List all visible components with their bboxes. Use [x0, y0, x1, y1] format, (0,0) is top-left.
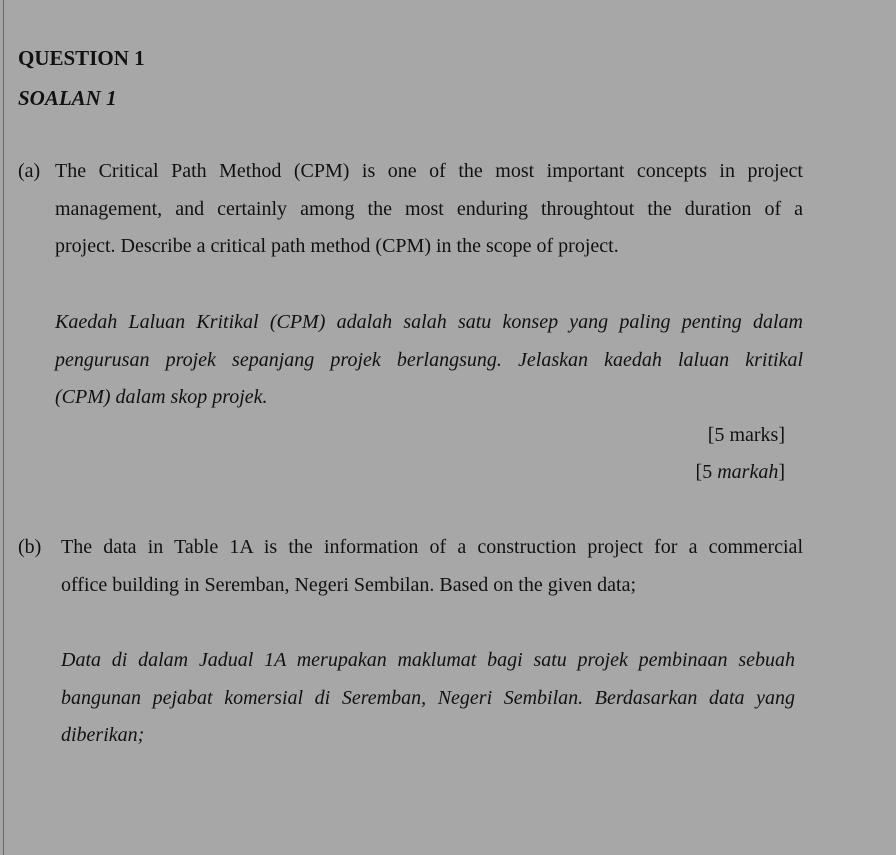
part-a-malay-line: (CPM) dalam skop projek. [55, 386, 268, 408]
part-a-english-line: The Critical Path Method (CPM) is one of the most important concepts in project [55, 160, 803, 182]
part-a-label: (a) [18, 160, 41, 182]
question-title: QUESTION 1 [18, 46, 145, 70]
part-a-malay-line: Kaedah Laluan Kritikal (CPM) adalah salah satu konsep yang paling penting dalam [55, 311, 803, 333]
marks-malay-word: markah [717, 461, 779, 483]
marks-malay-close: ] [778, 461, 785, 483]
part-a-marks-english: [5 marks] [707, 424, 785, 446]
part-b-english-line: office building in Seremban, Negeri Sembilan. Based on the given data; [61, 573, 637, 596]
part-a-malay-line: pengurusan projek sepanjang projek berlangsung. Jelaskan kaedah laluan kritikal [55, 348, 803, 371]
part-b-label: (b) [18, 536, 42, 558]
part-a-marks-malay [696, 462, 785, 482]
part-a-english-line: project. Describe a critical path method (CPM) in the scope of project. [55, 235, 619, 257]
part-b-english-text [61, 529, 803, 604]
part-b-malay-text [61, 642, 795, 755]
part-b-malay-line: diberikan; [61, 724, 145, 746]
part-b-malay-line: Data di dalam Jadual 1A merupakan maklumat bagi satu projek pembinaan sebuah [61, 649, 795, 671]
marks-malay-open: [5 [695, 461, 718, 483]
left-margin-rule [3, 0, 4, 855]
part-b-malay-line: bangunan pejabat komersial di Seremban, Negeri Sembilan. Berdasarkan data yang [61, 686, 795, 709]
part-a-english-text [55, 153, 803, 266]
part-b-english-line: The data in Table 1A is the information of a construction project for a commercial [61, 536, 803, 558]
part-a-english-line: management, and certainly among the most enduring throughtout the duration of a [55, 197, 803, 220]
part-a-malay-text [55, 304, 803, 417]
question-title-malay: SOALAN 1 [18, 86, 117, 110]
